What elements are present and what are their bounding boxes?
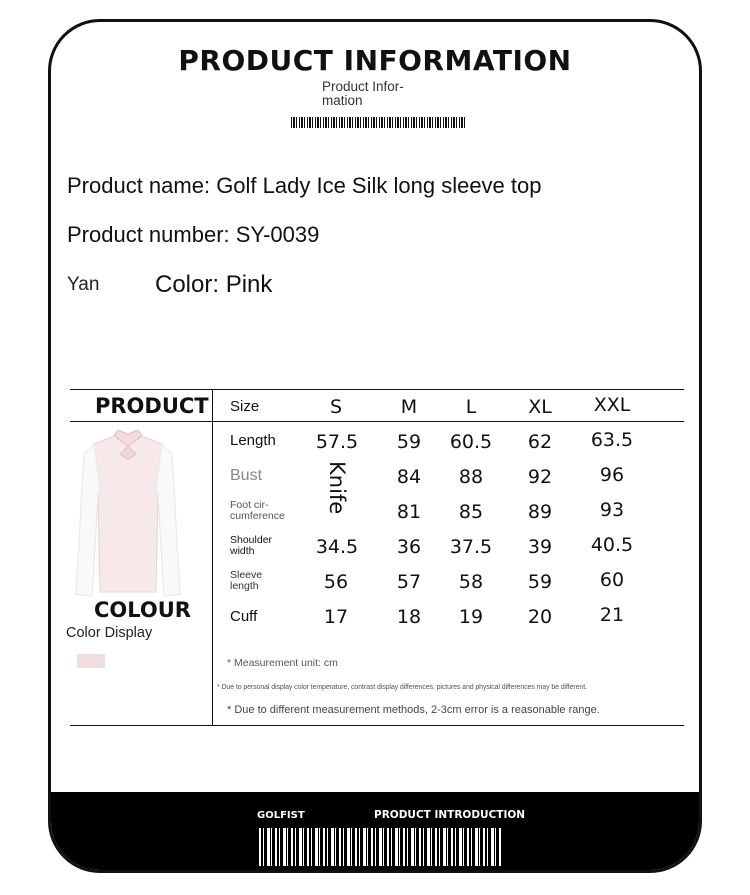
shirt-image — [72, 424, 184, 600]
product-number: Product number: SY-0039 — [67, 222, 320, 247]
row-label-length: Length — [230, 432, 276, 449]
product-heading: PRODUCT — [95, 394, 209, 418]
table-cell: 58 — [458, 571, 484, 593]
table-header-rule — [70, 421, 684, 422]
table-cell: 36 — [396, 536, 422, 558]
row-label-shoulder-width: Shoulder width — [230, 534, 273, 557]
table-cell: 62 — [527, 431, 553, 453]
color-display-label: Color Display — [66, 625, 153, 641]
table-cell: 89 — [527, 501, 553, 523]
table-cell: 57 — [396, 571, 422, 593]
color-swatch — [77, 654, 105, 668]
table-bottom-rule — [70, 725, 684, 726]
size-header: XL — [528, 396, 552, 418]
table-cell: 34.5 — [315, 536, 359, 558]
size-header: M — [400, 396, 418, 418]
size-header: S — [329, 396, 343, 418]
table-cell: 93 — [599, 499, 625, 521]
table-cell: 88 — [458, 466, 484, 488]
table-cell: 84 — [396, 466, 422, 488]
table-cell: 20 — [527, 606, 553, 628]
barcode-bottom-graphic — [259, 828, 503, 866]
table-cell: 40.5 — [590, 534, 634, 556]
error-disclaimer-note: * Due to different measurement methods, 2-3cm error is a reasonable range. — [227, 704, 600, 716]
table-cell: 19 — [458, 606, 484, 628]
colour-heading: COLOUR — [94, 598, 191, 622]
table-cell: 81 — [396, 501, 422, 523]
table-cell: 59 — [396, 431, 422, 453]
product-name: Product name: Golf Lady Ice Silk long sleeve top — [67, 173, 542, 198]
barcode-top-graphic — [291, 117, 465, 128]
row-label-foot-circumference: Foot cir- cumference — [230, 499, 285, 522]
measurement-unit-note: * Measurement unit: cm — [227, 657, 338, 669]
table-top-rule — [70, 389, 684, 390]
table-cell: 37.5 — [449, 536, 493, 558]
table-cell: 17 — [323, 606, 349, 628]
yan-label: Yan — [67, 274, 100, 295]
page-title: PRODUCT INFORMATION — [178, 44, 572, 77]
row-label-bust: Bust — [230, 467, 263, 484]
product-info-card — [48, 19, 702, 873]
table-cell: 57.5 — [315, 431, 359, 453]
size-header: L — [465, 396, 477, 418]
table-divider — [212, 389, 213, 725]
table-cell: 60 — [599, 569, 625, 591]
subtitle: Product Infor- mation — [322, 79, 404, 108]
row-label-cuff: Cuff — [230, 608, 258, 625]
knife-text: Knife — [325, 461, 349, 515]
table-cell: 96 — [599, 464, 625, 486]
table-cell: 21 — [599, 604, 625, 626]
size-header: XXL — [593, 394, 631, 416]
row-label-sleeve-length: Sleeve length — [230, 569, 263, 592]
footer-bar — [51, 792, 699, 873]
table-cell: 18 — [396, 606, 422, 628]
table-cell: 92 — [527, 466, 553, 488]
footer-intro: PRODUCT INTRODUCTION — [374, 809, 526, 821]
table-cell: 60.5 — [449, 431, 493, 453]
size-header-label: Size — [230, 398, 260, 415]
footer-brand: GOLFIST — [257, 810, 305, 821]
table-cell: 63.5 — [590, 429, 634, 451]
table-cell: 56 — [323, 571, 349, 593]
color-disclaimer-note: * Due to personal display color temperature, contrast display differences, pictures and physical differences may be different. — [217, 684, 587, 691]
table-cell: 85 — [458, 501, 484, 523]
table-cell: 39 — [527, 536, 553, 558]
product-color: Color: Pink — [155, 271, 273, 298]
table-cell: 59 — [527, 571, 553, 593]
